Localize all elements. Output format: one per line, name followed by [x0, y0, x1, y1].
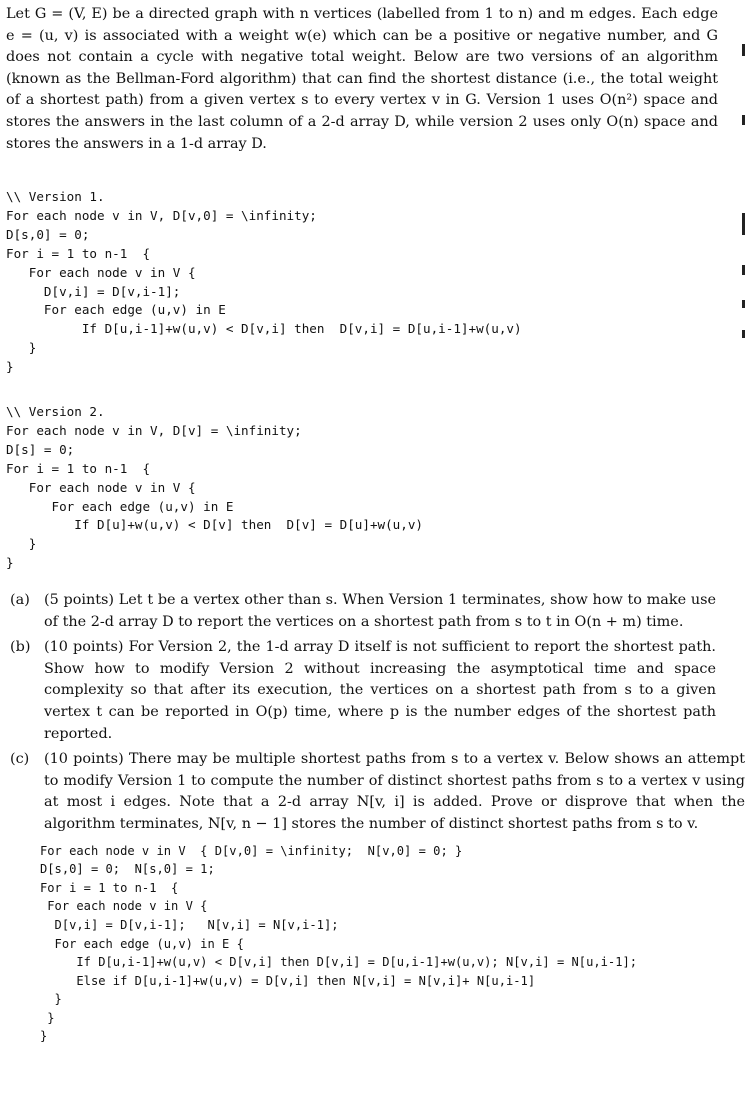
part-c-label: (c) — [10, 751, 30, 768]
question-parts — [10, 590, 745, 1050]
part-c-body — [40, 749, 745, 1046]
part-a-label: (a) — [10, 592, 30, 608]
part-b-label: (b) — [10, 639, 31, 656]
intro-paragraph: Let G = (V, E) be a directed graph with n vertices (labelled from 1 to n) and m edges. Each edge e = (u, v) is associated with a weight w(e) which can be a positive or negative number, and G does not contain a cycle with negative total weight. Below are two versions of an algorithm (known as the Bellman-Ford algorithm) that can find the shortest distance (i.e., the total weight of a shortest path) from a given vertex s to every vertex v in G. Version 1 uses O(n²) space and stores the answers in the last column of a 2-d array D, while version 2 uses only O(n) space and stores the answers in a 1-d array D. — [6, 6, 718, 152]
problem-intro — [6, 4, 718, 155]
part-b — [10, 637, 716, 745]
part-a-text: (5 points) Let t be a vertex other than s. When Version 1 terminates, show how to make use of the 2-d array D to report the vertices on a shortest path from s to t in O(n + m) time. — [44, 592, 716, 630]
version-2-code: \\ Version 2. For each node v in V, D[v] = \infinity; D[s] = 0; For i = 1 to n-1 { For each node v in V { For each edge (u,v) in E If D[u]+w(u,v) < D[v] then D[v] = D[u]+w(u,v) } } — [6, 404, 424, 571]
part-c — [10, 749, 745, 1046]
part-c-text: (10 points) There may be multiple shortest paths from s to a vertex v. Below shows an attempt to modify Version 1 to compute the number of distinct shortest paths from s to a vertex v using at most i edges. Note that a 2-d array N[v, i] is added. Prove or disprove that when the algorithm terminates, N[v, n − 1] stores the number of distinct shortest paths from s to v. — [44, 751, 745, 832]
part-b-text: (10 points) For Version 2, the 1-d array D itself is not sufficient to report the shortest path. Show how to modify Version 2 without increasing the asymptotical time and space complexity so that after its execution, the vertices on a shortest path from s to a given vertex t can be reported in O(p) time, where p is the number edges of the shortest path reported. — [44, 639, 716, 742]
version-1-code: \\ Version 1. For each node v in V, D[v,0] = \infinity; D[s,0] = 0; For i = 1 to n-1 { For each node v in V { D[v,i] = D[v,i-1]; For each edge (u,v) in E If D[u,i-1]+w(u,v) < D[v,i] then D[v,i] = D[u,i-1]+w(u,v) } } — [6, 189, 522, 375]
part-a — [10, 590, 716, 633]
part-c-code: For each node v in V { D[v,0] = \infinity; N[v,0] = 0; } D[s,0] = 0; N[s,0] = 1; For i = 1 to n-1 { For each node v in V { D[v,i] = D[v,i-1]; N[v,i] = N[v,i-1]; For each edge (u,v) in E { If D[u,i-1]+w(u,v) < D[v,i] then D[v,i] = D[u,i-1]+w(u,v); N[v,i] = N[u,i-1]; Else if D[u,i-1]+w(u,v) = D[v,i] then N[v,i] = N[v,i]+ N[u,i-1] } } } — [40, 843, 638, 1044]
